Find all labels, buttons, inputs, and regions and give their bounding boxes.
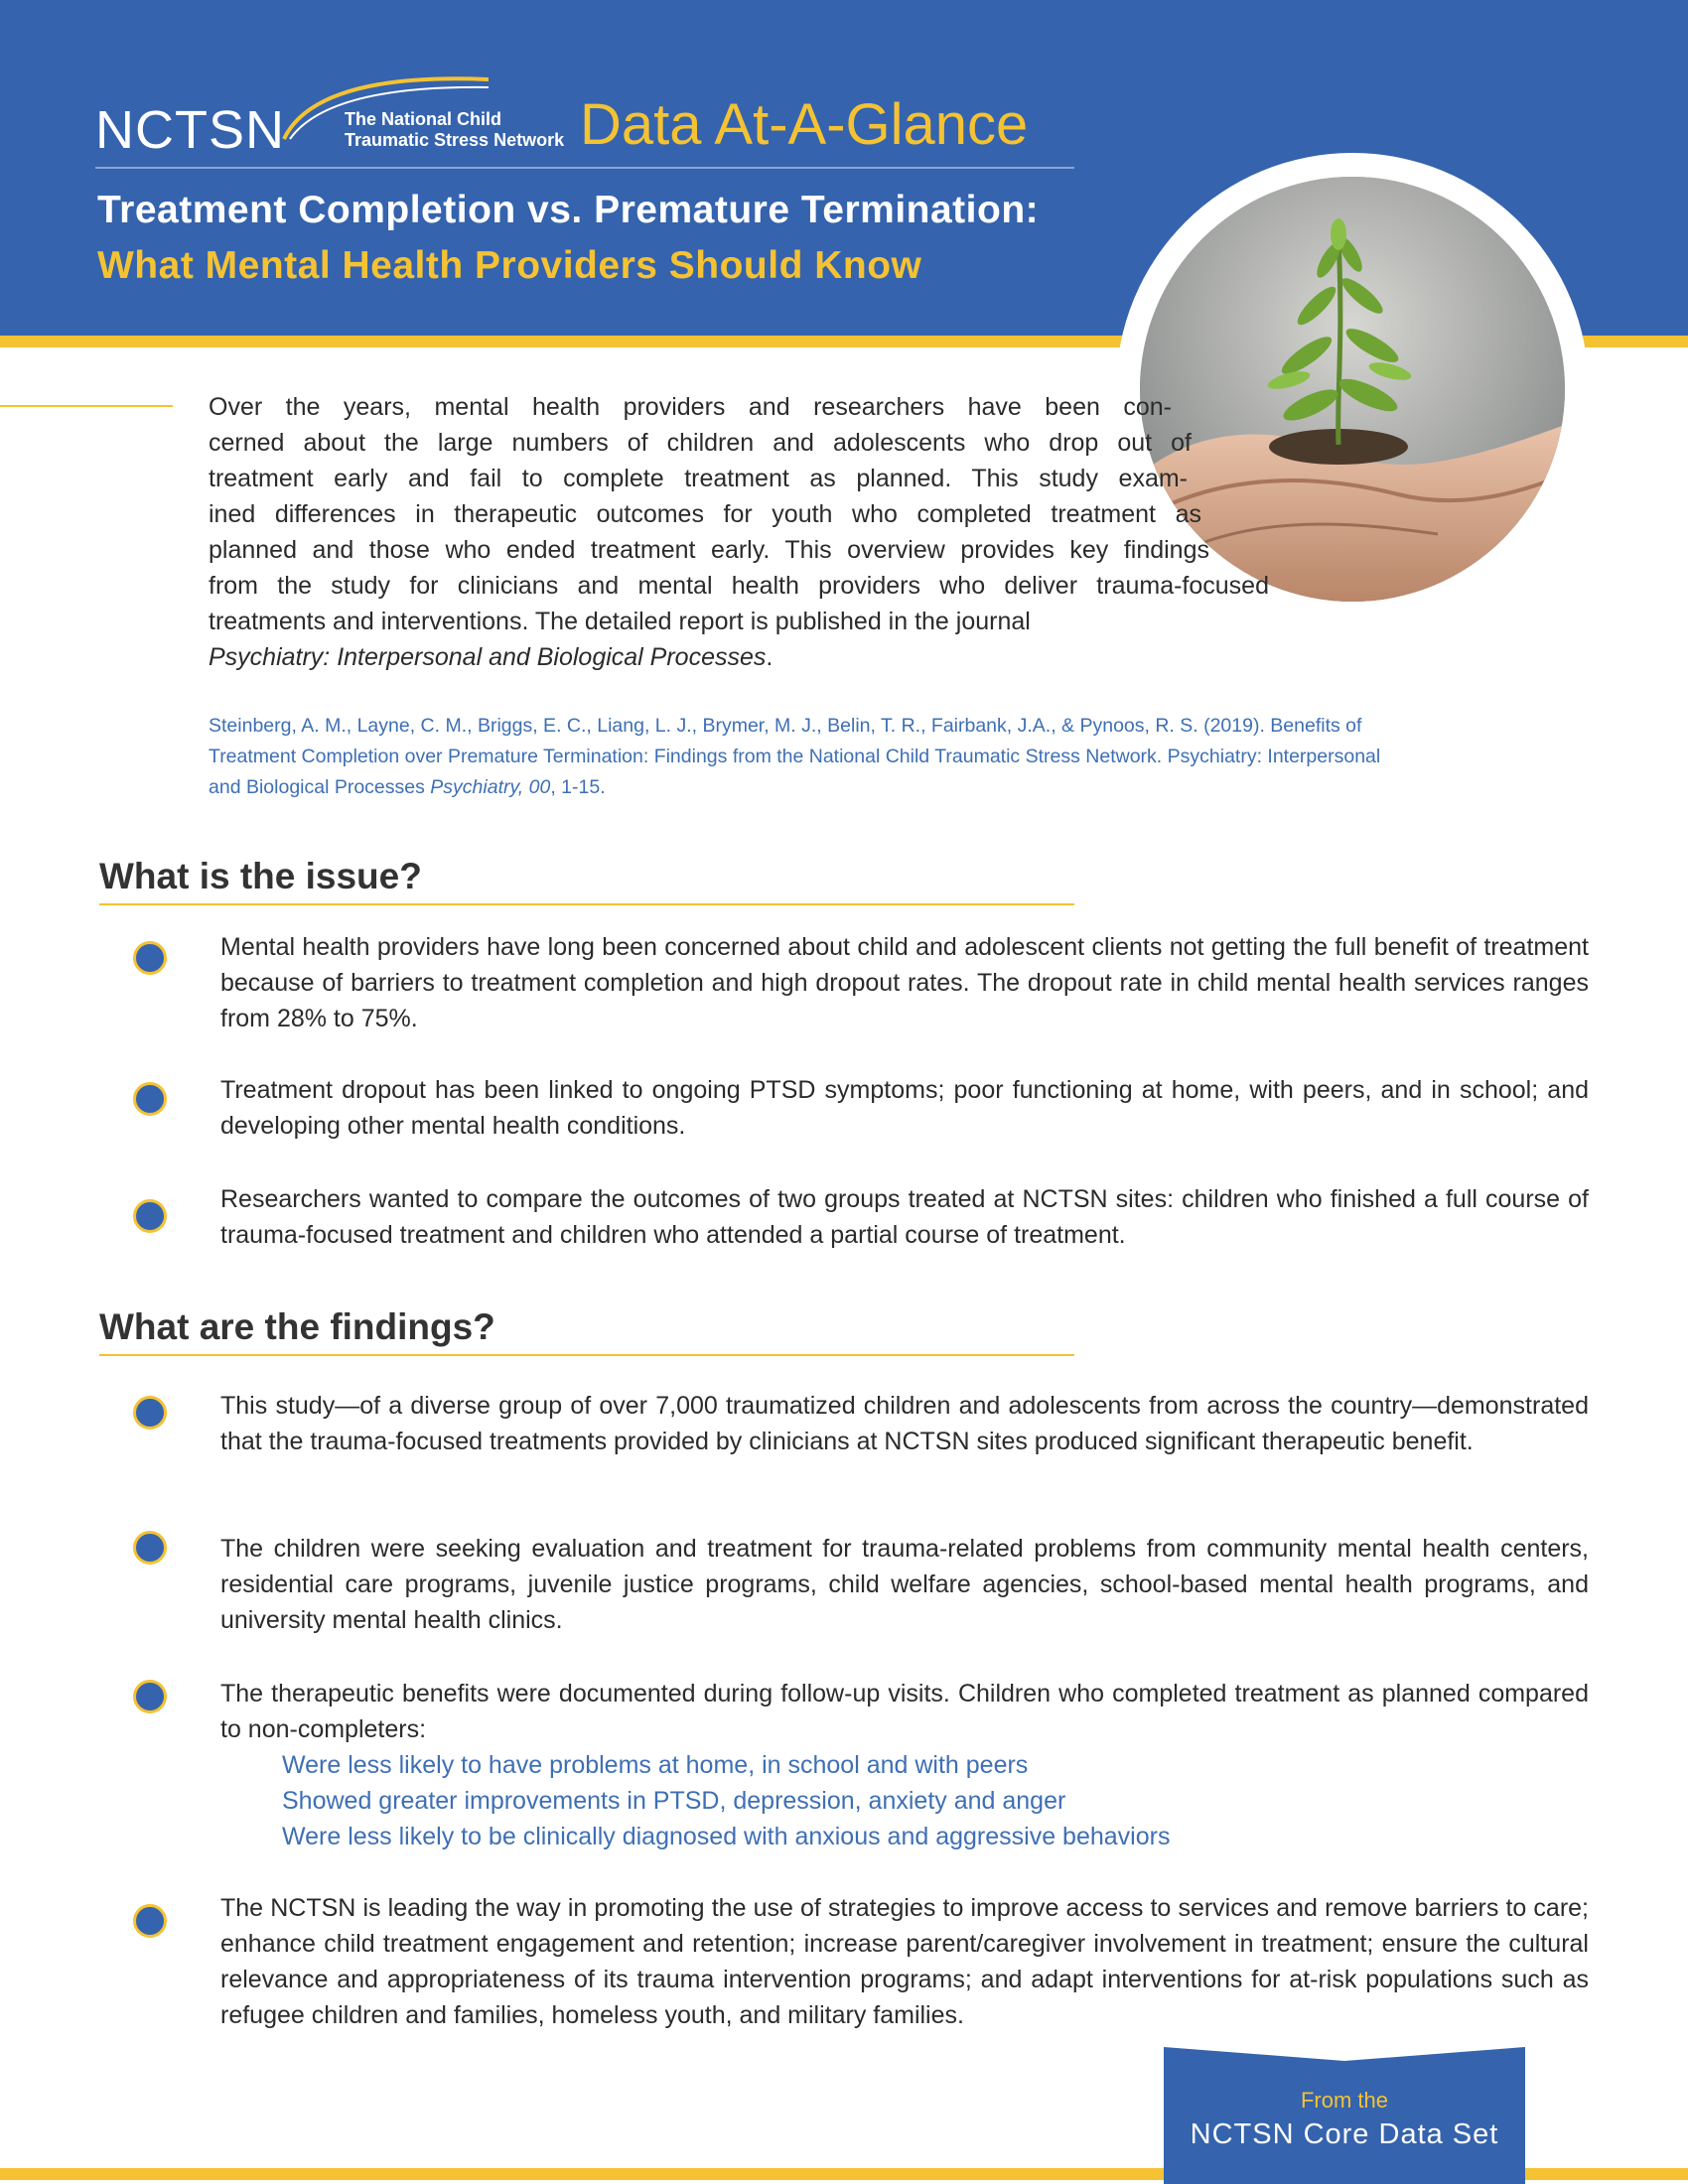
intro-accent-rule (0, 405, 173, 407)
footer-label-big: NCTSN Core Data Set (1190, 2118, 1499, 2150)
bullet-icon (133, 1531, 167, 1565)
intro-line: treatments and interventions. The detailed report is published in the journal (209, 608, 1031, 635)
bullet-icon (133, 1082, 167, 1116)
footer-tab (1164, 2047, 1525, 2184)
bullet-icon (133, 1396, 167, 1430)
footer-label-small: From the (1300, 2088, 1389, 2113)
issue-item-1: Mental health providers have long been concerned about child and adolescent clients not getting the full benefit of treatment because of barriers to treatment completion and high dropout rates. The dropout rate in child mental health services ranges from 28% to 75%. (220, 933, 1589, 1032)
bullet-icon (133, 941, 167, 975)
journal-name: Psychiatry: Interpersonal and Biological Processes (209, 643, 767, 671)
footer-gold-stripe (0, 2168, 1164, 2180)
section-rule-findings (99, 1354, 1074, 1356)
bullet-icon (133, 1680, 167, 1713)
intro-line: Over the years, mental health providers and researchers have been con- (209, 393, 1172, 421)
page-title: Treatment Completion vs. Premature Termination: (97, 189, 1040, 231)
citation-journal: Psychiatry, 00 (430, 776, 551, 798)
nctsn-logo (95, 99, 564, 161)
intro-paragraph (209, 389, 1271, 675)
intro-line: planned and those who ended treatment early. This overview provides key findings (209, 536, 1209, 564)
section-title-findings: What are the findings? (99, 1306, 495, 1347)
swoosh-icon (280, 66, 498, 145)
bullet-icon (133, 1199, 167, 1233)
citation-pages: , 1-15. (550, 776, 606, 798)
citation-line3-start: and Biological Processes (209, 776, 431, 798)
issue-item-3: Researchers wanted to compare the outcomes of two groups treated at NCTSN sites: children who finished a full course of trauma-focused treatment and children who attended a partial course of treatment. (220, 1185, 1589, 1249)
page-subtitle: What Mental Health Providers Should Know (97, 244, 922, 287)
document-type: Data At-A-Glance (580, 92, 1029, 157)
finding-item-3 (220, 1676, 1589, 1854)
finding-item-4: The NCTSN is leading the way in promoting the use of strategies to improve access to services and remove barriers to care; enhance child treatment engagement and retention; increase parent/caregiver involvement in treatment; ensure the cultural relevance and appropriateness of its trauma intervention programs; and adapt interventions for at-risk populations such as refugee children and families, homeless youth, and military families. (220, 1894, 1589, 2029)
citation-line (209, 772, 1529, 803)
benefits-list (220, 1747, 1589, 1854)
intro-line: ined differences in therapeutic outcomes for youth who completed treatment as (209, 500, 1201, 528)
logo-subtitle-line1: The National Child (345, 109, 502, 129)
finding-item-3-text: The therapeutic benefits were documented during follow-up visits. Children who completed treatment as planned compared to non-completers: (220, 1680, 1589, 1743)
issue-item-2: Treatment dropout has been linked to ongoing PTSD symptoms; poor functioning at home, with peers, and in school; and developing other mental health conditions. (220, 1076, 1589, 1140)
intro-journal-line (209, 639, 1271, 675)
citation-line: Steinberg, A. M., Layne, C. M., Briggs, E. C., Liang, L. J., Brymer, M. J., Belin, T. R., Fairbank, J.A., & Pynoos, R. S. (2019). Benefits of (209, 715, 1362, 737)
benefit-item: Were less likely to have problems at home, in school and with peers (282, 1751, 1029, 1779)
citation (209, 711, 1529, 803)
benefit-item: Showed greater improvements in PTSD, depression, anxiety and anger (282, 1787, 1066, 1815)
journal-end: . (766, 643, 774, 671)
footer-gold-stripe-right (1525, 2168, 1688, 2180)
section-title-issue: What is the issue? (99, 856, 422, 896)
footer-notch-shape (1164, 2047, 1525, 2063)
intro-line: from the study for clinicians and mental health providers who deliver trauma-focused (209, 572, 1269, 600)
finding-item-2: The children were seeking evaluation and treatment for trauma-related problems from community mental health centers, residential care programs, juvenile justice programs, child welfare agencies, school-based mental health programs, and university mental health clinics. (220, 1535, 1589, 1634)
intro-line: cerned about the large numbers of children and adolescents who drop out of (209, 429, 1192, 457)
header-divider (95, 167, 1074, 169)
logo-subtitle-line2: Traumatic Stress Network (345, 130, 565, 150)
bullet-icon (133, 1904, 167, 1938)
section-rule-issue (99, 903, 1074, 905)
logo-wordmark: NCTSN (95, 100, 285, 160)
finding-item-1: This study—of a diverse group of over 7,000 traumatized children and adolescents from across the country—demonstrated that the trauma-focused treatments provided by clinicians at NCTSN sites produced significant therapeutic benefit. (220, 1392, 1589, 1455)
benefit-item: Were less likely to be clinically diagnosed with anxious and aggressive behaviors (282, 1823, 1171, 1850)
citation-line: Treatment Completion over Premature Termination: Findings from the National Child Traumatic Stress Network. Psychiatry: Interpersonal (209, 746, 1381, 767)
intro-line: treatment early and fail to complete treatment as planned. This study exam- (209, 465, 1188, 492)
